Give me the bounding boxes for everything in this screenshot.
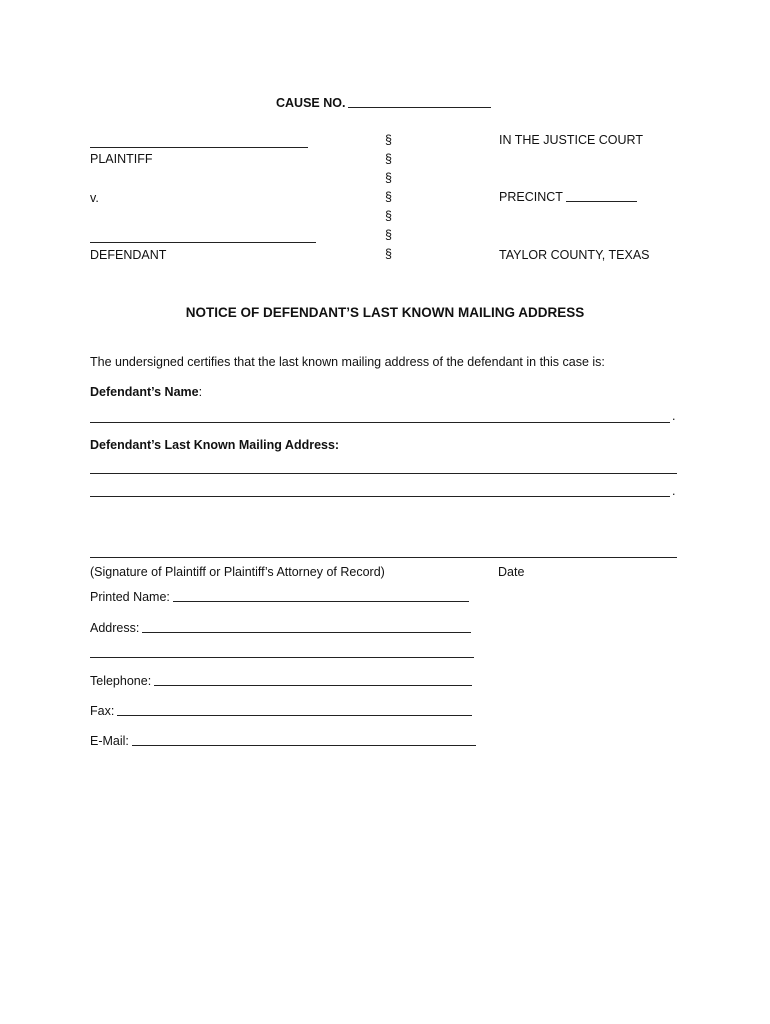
cause-no-field xyxy=(276,96,491,111)
section-symbol: § xyxy=(385,209,392,223)
section-symbol: § xyxy=(385,171,392,185)
precinct-blank[interactable] xyxy=(566,201,637,202)
cause-no-blank[interactable] xyxy=(348,107,491,108)
plaintiff-label: PLAINTIFF xyxy=(90,152,153,166)
defendant-name-heading xyxy=(90,385,202,400)
cause-no-label: CAUSE NO. xyxy=(276,96,346,110)
court-label: IN THE JUSTICE COURT xyxy=(499,133,643,147)
address-label: Address: xyxy=(90,621,140,635)
telephone-label: Telephone: xyxy=(90,674,152,688)
colon: : xyxy=(198,385,203,399)
document-title: NOTICE OF DEFENDANT’S LAST KNOWN MAILING ADDRESS xyxy=(185,305,585,320)
signature-label: (Signature of Plaintiff or Plaintiff’s Attorney of Record) xyxy=(90,565,385,579)
email-label: E-Mail: xyxy=(90,734,129,748)
printed-name-blank[interactable] xyxy=(173,601,469,602)
section-symbol: § xyxy=(385,247,392,261)
period: . xyxy=(672,484,676,498)
address-blank-2[interactable] xyxy=(90,657,474,658)
email-field xyxy=(90,734,476,749)
defendant-label: DEFENDANT xyxy=(90,248,167,262)
signature-line[interactable] xyxy=(90,557,677,558)
telephone-field xyxy=(90,674,472,689)
county-label: TAYLOR COUNTY, TEXAS xyxy=(499,248,650,262)
fax-label: Fax: xyxy=(90,704,115,718)
section-symbol: § xyxy=(385,190,392,204)
defendant-name-blank[interactable] xyxy=(90,242,316,243)
section-symbol: § xyxy=(385,228,392,242)
address-line-2[interactable] xyxy=(90,496,670,497)
section-symbol: § xyxy=(385,133,392,147)
date-label: Date xyxy=(498,565,525,579)
certification-text: The undersigned certifies that the last known mailing address of the defendant in this case is: xyxy=(90,355,605,369)
address-blank[interactable] xyxy=(142,632,471,633)
address-line-1[interactable] xyxy=(90,473,677,474)
printed-name-label: Printed Name: xyxy=(90,590,170,604)
address-heading: Defendant’s Last Known Mailing Address: xyxy=(90,438,340,452)
precinct-field xyxy=(499,190,637,205)
precinct-label: PRECINCT xyxy=(499,190,563,204)
address-field xyxy=(90,621,471,636)
period: . xyxy=(672,409,676,423)
section-symbol: § xyxy=(385,152,392,166)
fax-field xyxy=(90,704,472,719)
fax-blank[interactable] xyxy=(117,715,472,716)
versus-label: v. xyxy=(90,191,99,205)
printed-name-field xyxy=(90,590,469,605)
defendant-name-line[interactable] xyxy=(90,422,670,423)
plaintiff-name-blank[interactable] xyxy=(90,147,308,148)
defendant-name-label: Defendant’s Name xyxy=(90,385,199,399)
telephone-blank[interactable] xyxy=(154,685,472,686)
email-blank[interactable] xyxy=(132,745,476,746)
